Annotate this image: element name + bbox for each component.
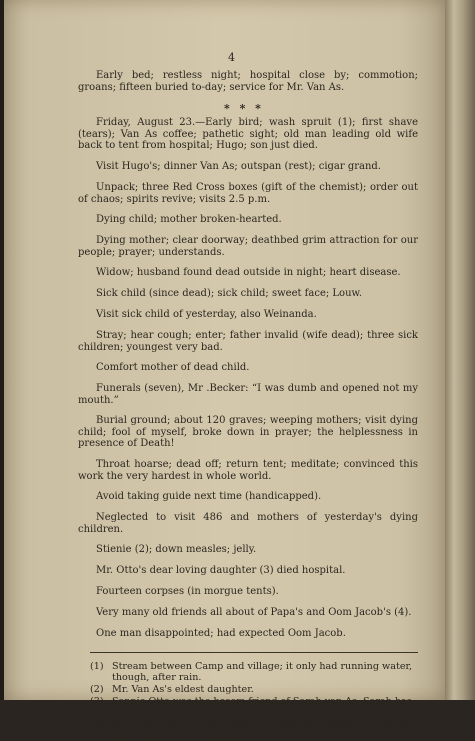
paragraph: Widow; husband found dead outside in night; heart disease.: [96, 267, 401, 278]
paragraph: Dying mother; clear doorway; deathbed grim attraction for our people; prayer; understands.: [78, 235, 418, 258]
paragraph: Fourteen corpses (in morgue tents).: [96, 586, 279, 597]
footnote-number: (3): [90, 696, 104, 707]
footnote-number: (4): [90, 719, 104, 730]
paragraph: Visit sick child of yesterday, also Weinanda.: [96, 309, 317, 320]
paragraph: Stienie (2); down measles; jelly.: [96, 544, 257, 555]
section-separator: * * *: [224, 102, 264, 115]
book-spine-edge: [445, 0, 475, 700]
footnote-number: (1): [90, 661, 104, 672]
footnote-rule: [90, 652, 418, 653]
paragraph: Unpack; three Red Cross boxes (gift of the chemist); order out of chaos; spirits revive; visits 2.5 p.m.: [78, 182, 418, 205]
footnote-number: (2): [90, 684, 104, 695]
paragraph: Throat hoarse; dead off; return tent; meditate; convinced this work the very hardest in whole world.: [78, 459, 418, 482]
paragraph: Avoid taking guide next time (handicapped).: [96, 491, 322, 502]
paragraph: Friday, August 23.—Early bird; wash spruit (1); first shave (tears); Van As coffee; pathetic sight; old man leading old wife back to tent from hospital; Hugo; son just died.: [78, 117, 418, 151]
paragraph: Dying child; mother broken-hearted.: [96, 214, 282, 225]
footnote-text: Mr. Van As's eldest daughter.: [112, 684, 254, 695]
paragraph: Sick child (since dead); sick child; sweet face; Louw.: [96, 288, 363, 299]
paragraph: One man disappointed; had expected Oom Jacob.: [96, 628, 346, 639]
footnote-text: Stream between Camp and village; it only had running water, though, after rain.: [112, 661, 413, 683]
paragraph: Early bed; restless night; hospital close by; commotion; groans; fifteen buried to-day; service for Mr. Van As.: [78, 70, 418, 93]
paragraph: Neglected to visit 486 and mothers of yesterday's dying children.: [78, 512, 418, 535]
paragraph: Stray; hear cough; enter; father invalid (wife dead); three sick children; youngest very bad.: [78, 330, 418, 353]
paragraph: Visit Hugo's; dinner Van As; outspan (rest); cigar grand.: [96, 161, 382, 172]
paragraph: Burial ground; about 120 graves; weeping mothers; visit dying child; fool of myself, broke down in prayer; the helplessness in presence of Death!: [78, 415, 418, 449]
page: [4, 0, 445, 741]
footnote-text: My father was for many years minister at Colesberg, and my uncle again at Fauresmith.: [112, 719, 408, 741]
paragraph: Comfort mother of dead child.: [96, 362, 250, 373]
footnote-text: Sannie Otto was the bosom friend of Sarah van As. Sarah has since died.: [112, 696, 412, 718]
paragraph: Mr. Otto's dear loving daughter (3) died hospital.: [96, 565, 346, 576]
page-number: 4: [228, 51, 235, 64]
paragraph: Funerals (seven), Mr .Becker: “I was dumb and opened not my mouth.”: [78, 383, 418, 406]
paragraph: Very many old friends all about of Papa's and Oom Jacob's (4).: [96, 607, 412, 618]
